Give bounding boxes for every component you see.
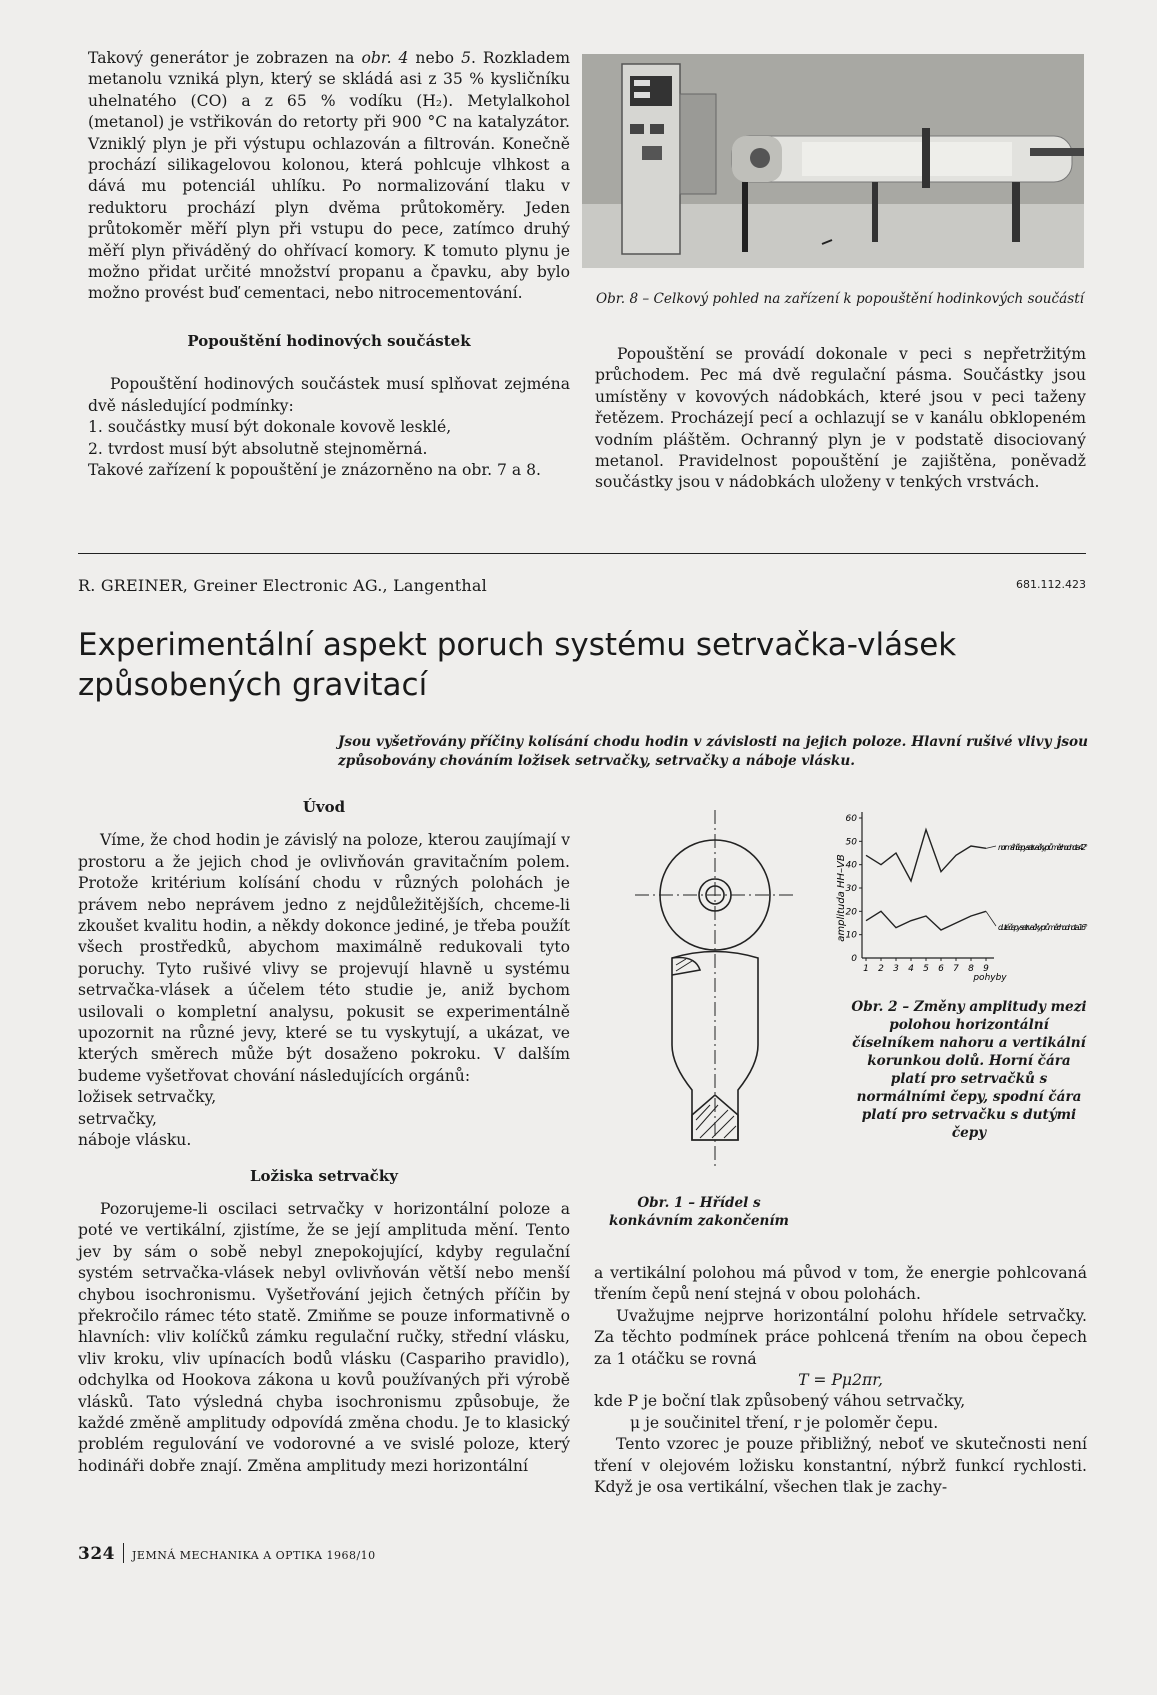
series-line-1: [866, 830, 986, 881]
chart-xlabel: pohyby: [973, 973, 1007, 983]
y-tick-label: 10: [845, 930, 857, 941]
generator-paragraph: Takový generátor je zobrazen na obr. 4 nebo 5. Rozkladem metanolu vzniká plyn, který se skládá asi z 35 % kysličníku uhelnatého (CO) a z 65 % vodíku (H₂). Metylalkohol (metanol) je vstřikován do retorty při 900 °C na katalyzátor. Vzniklý plyn je při výstupu ochlazován a filtrován. Konečně prochází silikagelovou kolonou, která pohlcuje vlhkost a dává mu potenciál uhlíku. Po normalizování tlaku v reduktoru prochází plyn dvěma průtokoměry. Jeden průtokoměr měří plyn při vstupu do pece, zatímco druhý měří plyn přiváděný do ohřívací komory. K tomuto plynu je možno přidat určité množství propanu a čpavku, aby bylo možno provést buď cementaci, nebo nitrocementování.: [88, 49, 571, 303]
fig8-caption: Obr. 8 – Celkový pohled na zařízení k popouštění hodinkových součástí: [595, 291, 1085, 307]
x-tick-label: 5: [923, 964, 929, 974]
x-tick-label: 3: [893, 964, 899, 974]
section-divider: [78, 553, 1086, 554]
series-line-2: [866, 911, 986, 930]
x-tick-label: 9: [983, 964, 989, 974]
list-item: setrvačky,: [78, 1109, 157, 1128]
article-title: Experimentální aspekt poruch systému setrvačka-vlásek způsobených gravitací: [78, 627, 957, 703]
series-leader-2: [986, 911, 996, 926]
continuous-furnace-paragraph: Popouštění se provádí dokonale v peci s nepřetržitým průchodem. Pec má dvě regulační pásma. Součástky jsou umístěny v kovových nádobkách, které jsou v peci taženy řetězem. Procházejí pecí a ochlazují se v kanálu obklopeném vodním pláštěm. Ochranný plyn je v podstatě disociovaný metanol. Pravidelnost popouštění je zajištěna, poněvadž součástky jsou v nádobkách uloženy v tenkých vrstvách.: [595, 345, 1086, 492]
where-line-1: kde P je boční tlak způsobený váhou setrvačky,: [594, 1392, 966, 1411]
list-item: ložisek setrvačky,: [78, 1088, 217, 1107]
right-paragraph-1: a vertikální polohou má původ v tom, že energie pohlcovaná třením čepů není stejná v obou polohách.: [594, 1264, 1087, 1304]
y-tick-label: 0: [851, 954, 857, 964]
right-paragraph-3: Tento vzorec je pouze přibližný, neboť ve skutečnosti není tření v olejovém ložisku konstantní, nýbrž funkcí rychlosti. Když je osa vertikální, všechen tlak je zachy-: [594, 1435, 1087, 1497]
intro-paragraph: Víme, že chod hodin je závislý na poloze, kterou zaujímají v prostoru a že jejich chod je ovlivňován gravitačním polem. Protože kritérium kolísání chodu v různých polohách je právem nebo neprávem jedno z nejdůležitějších, chceme-li zkoušet kvalitu hodin, a někdy dokonce jediné, je třeba použít všech prostředků, abychom maximálně redukovali tyto poruchy. Tyto rušivé vlivy se projevují hlavně u systému setrvačka-vlásek a účelem této studie je, aniž bychom usilovali o kompletní analysu, pokusit se experimentálně upozornit na různé jevy, které se tu vyskytují, a ukázat, ve kterých směrech může být dosaženo pokroku. V dalším budeme vyšetřovat chování následujících orgánů:: [78, 831, 570, 1085]
page-number: 324: [78, 1544, 115, 1564]
series-label-normal: normální čepy setrvačky průměr: hodnota 42°: [998, 843, 1088, 852]
heading-intro: Úvod: [302, 798, 346, 816]
section-heading-tempering: Popouštění hodinových součástek: [187, 331, 471, 350]
y-tick-label: 30: [845, 884, 857, 894]
series-label-hollow: duté čepy setrvačky průměr: hodnota 16°: [998, 923, 1088, 932]
shaft-drawing: [620, 805, 820, 1175]
x-tick-label: 6: [938, 964, 944, 974]
series-leader-1: [986, 846, 996, 848]
x-tick-label: 2: [878, 964, 884, 974]
tempering-paragraph: Popouštění hodinových součástek musí splňovat zejména dvě následující podmínky:: [88, 375, 570, 415]
y-tick-label: 20: [845, 907, 857, 918]
tempering-reference: Takové zařízení k popouštění je znázorněno na obr. 7 a 8.: [88, 460, 542, 479]
article-right-column: [594, 1263, 1087, 1498]
amplitude-chart: [830, 808, 1090, 988]
fig2-caption: Obr. 2 – Změny amplitudy mezi polohou horizontální číselníkem nahoru a vertikální korunkou dolů. Horní čára platí pro setrvačků s normálními čepy, spodní čára platí pro setrvačku s dutými čepy: [851, 999, 1087, 1141]
x-tick-label: 8: [968, 964, 974, 974]
abstract: Jsou vyšetřovány příčiny kolísání chodu hodin v závislosti na jejich poloze. Hlavní rušivé vlivy jsou způsobovány chováním ložisek setrvačky, setrvačky a náboje vlásku.: [338, 734, 1088, 769]
organs-list: [78, 1087, 570, 1151]
article-left-column: [78, 797, 570, 1477]
y-tick-label: 50: [845, 837, 857, 848]
x-tick-label: 4: [908, 964, 914, 974]
udc-number: 681.112.423: [1016, 578, 1086, 591]
page-footer: [78, 1543, 376, 1564]
y-tick-label: 40: [845, 860, 857, 871]
journal-name: JEMNÁ MECHANIKA A OPTIKA 1968/10: [132, 1549, 376, 1562]
right-paragraph-2: Uvažujme nejprve horizontální polohu hřídele setrvačky. Za těchto podmínek práce pohlcená třením na obou čepech za 1 otáčku se rovná: [594, 1306, 1087, 1368]
conditions-list: [88, 417, 570, 460]
x-tick-label: 1: [863, 964, 869, 974]
fig1-caption: Obr. 1 – Hřídel s konkávním zakončením: [609, 1195, 789, 1229]
chart-ylabel: amplituda HH–VB: [836, 854, 847, 942]
author-line: R. GREINER, Greiner Electronic AG., Langenthal: [78, 576, 487, 595]
top-left-column: [88, 48, 570, 481]
furnace-photo: [582, 54, 1084, 268]
top-right-paragraph: [595, 344, 1086, 494]
list-item: náboje vlásku.: [78, 1131, 192, 1150]
list-item: 1. součástky musí být dokonale kovově lesklé,: [88, 418, 452, 437]
heading-bearings: Ložiska setrvačky: [249, 1166, 399, 1185]
bearings-paragraph: Pozorujeme-li oscilaci setrvačky v horizontální poloze a poté ve vertikální, zjistíme, že se její amplituda mění. Tento jev by sám o sobě nebyl znepokojující, kdyby regulační systém setrvačka-vlásek nebyl ovlivňován větší nebo menší chybou isochronismu. Vyšetřování jejich četných příčin by překročilo rámec této statě. Zmiňme se pouze informativně o hlavních: vliv kolíčků zámku regulační ručky, střední vlásku, vliv kroku, vliv upínacích bodů vlásku (Caspariho pravidlo), odchylka od Hookova zákona u kovů používaných při výrobě vlásků. Tato výsledná chyba isochronismu způsobuje, že každé změně amplitudy odpovídá změna chodu. Je to klasický problém regulování ve vodorovné a ve svislé poloze, který hodináři dobře znají. Změna amplitudy mezi horizontální: [78, 1199, 570, 1475]
x-tick-label: 7: [953, 964, 959, 974]
friction-formula: T = Pμ2πr,: [798, 1371, 883, 1390]
furnace-photo-icon: [582, 54, 1084, 268]
where-line-2: μ je součinitel tření, r je poloměr čepu.: [630, 1413, 939, 1432]
list-item: 2. tvrdost musí být absolutně stejnoměrná.: [88, 439, 428, 458]
y-tick-label: 60: [845, 814, 857, 824]
